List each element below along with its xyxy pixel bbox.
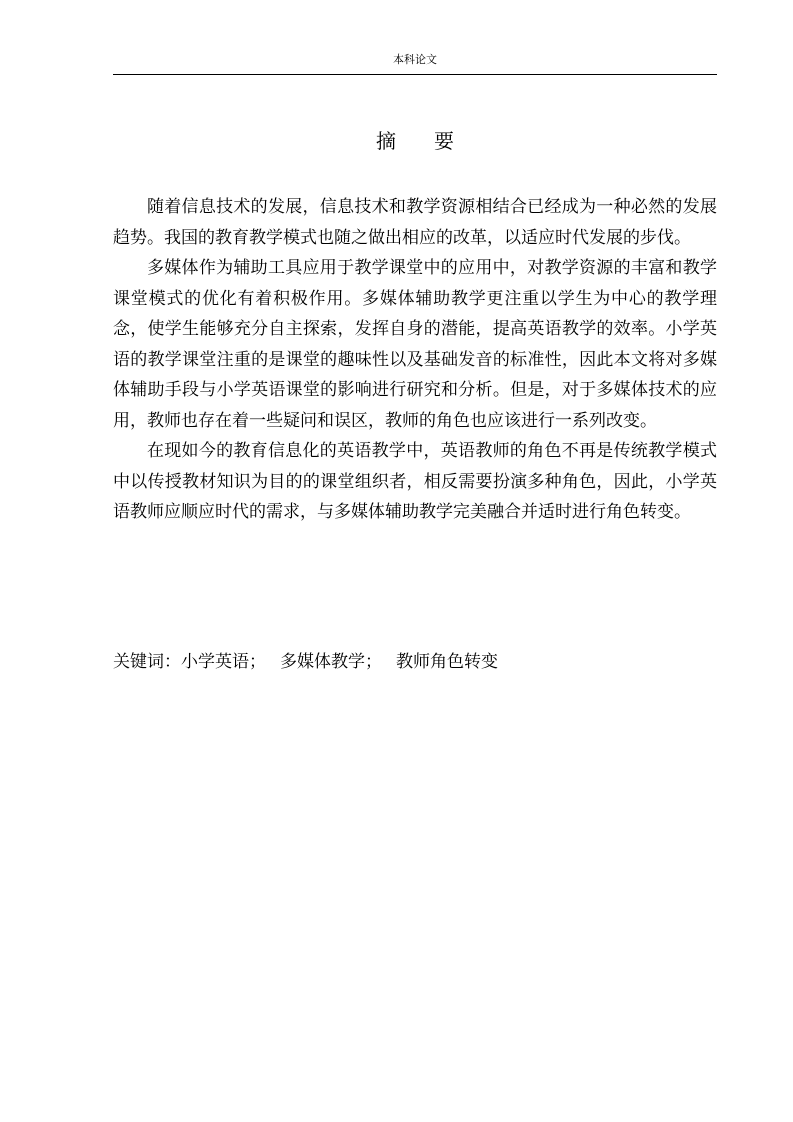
keywords-line — [113, 647, 717, 677]
abstract-paragraph: 多媒体作为辅助工具应用于教学课堂中的应用中，对教学资源的丰富和教学课堂模式的优化有着积极作用。多媒体辅助教学更注重以学生为中心的教学理念，使学生能够充分自主探索，发挥自身的潜能，提高英语教学的效率。小学英语的教学课堂注重的是课堂的趣味性以及基础发音的标准性，因此本文将对多媒体辅助手段与小学英语课堂的影响进行研究和分析。但是，对于多媒体技术的应用，教师也存在着一些疑问和误区，教师的角色也应该进行一系列改变。 — [113, 258, 717, 431]
keyword-item: 多媒体教学； — [280, 652, 382, 672]
abstract-title: 摘要 — [376, 129, 492, 153]
abstract-paragraph: 随着信息技术的发展，信息技术和教学资源相结合已经成为一种必然的发展趋势。我国的教育教学模式也随之做出相应的改革，以适应时代发展的步伐。 — [113, 197, 717, 248]
abstract-body — [113, 192, 717, 528]
keywords-label: 关键词： — [113, 652, 181, 672]
running-header — [113, 52, 717, 75]
keyword-item: 教师角色转变 — [396, 652, 498, 672]
keyword-item: 小学英语； — [181, 652, 266, 672]
running-header-text: 本科论文 — [393, 53, 437, 66]
abstract-paragraph: 在现如今的教育信息化的英语教学中，英语教师的角色不再是传统教学模式中以传授教材知识为目的的课堂组织者，相反需要扮演多种角色，因此，小学英语教师应顺应时代的需求，与多媒体辅助教学完美融合并适时进行角色转变。 — [113, 441, 717, 522]
